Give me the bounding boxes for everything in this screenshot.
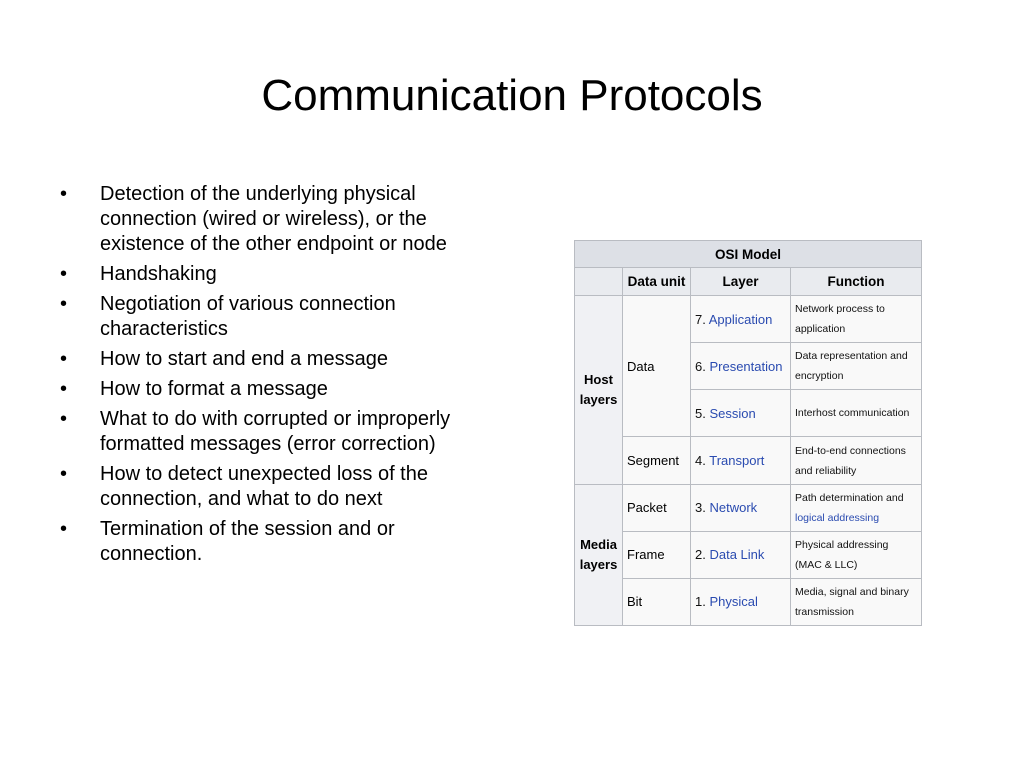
bullet-text: Termination of the session and or connection. [100, 518, 395, 565]
layer-number: 5. [695, 405, 706, 421]
layer-number: 3. [695, 500, 706, 516]
group-host-layers: Host layers [575, 296, 623, 484]
data-unit-cell: Segment [623, 437, 691, 484]
list-item [58, 347, 498, 372]
data-unit-cell: Frame [623, 531, 691, 578]
table-row [575, 296, 922, 343]
list-item [58, 262, 498, 287]
bullet-icon: • [60, 348, 68, 370]
function-cell: Interhost communication [791, 390, 922, 437]
layer-cell [691, 390, 791, 437]
bullet-text: How to detect unexpected loss of the connection, and what to do next [100, 463, 428, 510]
layer-link-application[interactable]: Application [708, 311, 773, 327]
bullet-text: What to do with corrupted or improperly formatted messages (error correction) [100, 408, 451, 455]
slide-title: Communication Protocols [261, 71, 763, 120]
function-cell: Data representation and encryption [791, 343, 922, 390]
bullet-icon: • [60, 263, 68, 285]
table-header-data-unit: Data unit [623, 268, 691, 296]
table-row [575, 437, 922, 484]
layer-number: 2. [695, 547, 706, 563]
list-item [58, 462, 498, 512]
function-text: Path determination and [795, 491, 904, 504]
function-cell: End-to-end connections and reliability [791, 437, 922, 484]
layer-number: 1. [695, 594, 706, 610]
bullet-text: How to start and end a message [100, 348, 388, 370]
layer-link-network[interactable]: Network [709, 500, 758, 516]
table-header-function: Function [791, 268, 922, 296]
bullet-icon: • [60, 378, 68, 400]
function-cell: Network process to application [791, 296, 922, 343]
layer-number: 7. [695, 311, 706, 327]
table-row [575, 531, 922, 578]
layer-link-transport[interactable]: Transport [709, 453, 765, 468]
layer-cell [691, 578, 791, 625]
list-item [58, 377, 498, 402]
layer-cell [691, 531, 791, 578]
layer-cell [691, 484, 791, 531]
bullet-icon: • [60, 408, 68, 430]
bullet-icon: • [60, 293, 68, 315]
layer-cell [691, 437, 791, 484]
logical-addressing-link[interactable]: logical addressing [795, 511, 880, 524]
layer-link-physical[interactable]: Physical [709, 594, 758, 610]
table-caption: OSI Model [575, 241, 922, 268]
layer-number: 6. [695, 358, 706, 374]
function-cell: Media, signal and binary transmission [791, 578, 922, 625]
bullet-list [58, 182, 498, 572]
function-cell: Physical addressing (MAC & LLC) [791, 531, 922, 578]
table-header-blank [575, 268, 623, 296]
data-unit-cell: Data [623, 296, 691, 437]
table-row [575, 578, 922, 625]
bullet-text: Detection of the underlying physical connection (wired or wireless), or the existence of the other endpoint or node [100, 183, 447, 255]
data-unit-cell: Packet [623, 484, 691, 531]
layer-number: 4. [695, 453, 706, 468]
list-item [58, 292, 498, 342]
data-unit-cell: Bit [623, 578, 691, 625]
layer-link-presentation[interactable]: Presentation [709, 358, 783, 374]
layer-link-session[interactable]: Session [709, 405, 756, 421]
bullet-icon: • [60, 183, 68, 205]
table-row [575, 484, 922, 531]
bullet-text: Negotiation of various connection characteristics [100, 293, 396, 340]
layer-link-data-link[interactable]: Data Link [709, 547, 765, 563]
list-item [58, 407, 498, 457]
layer-cell [691, 296, 791, 343]
layer-cell [691, 343, 791, 390]
bullet-icon: • [60, 518, 68, 540]
table-header-layer: Layer [691, 268, 791, 296]
bullet-icon: • [60, 463, 68, 485]
bullet-text: Handshaking [100, 263, 217, 285]
function-cell [791, 484, 922, 531]
osi-model-table [574, 240, 921, 626]
list-item [58, 517, 498, 567]
bullet-text: How to format a message [100, 378, 328, 400]
list-item [58, 182, 498, 257]
group-media-layers: Media layers [575, 484, 623, 625]
